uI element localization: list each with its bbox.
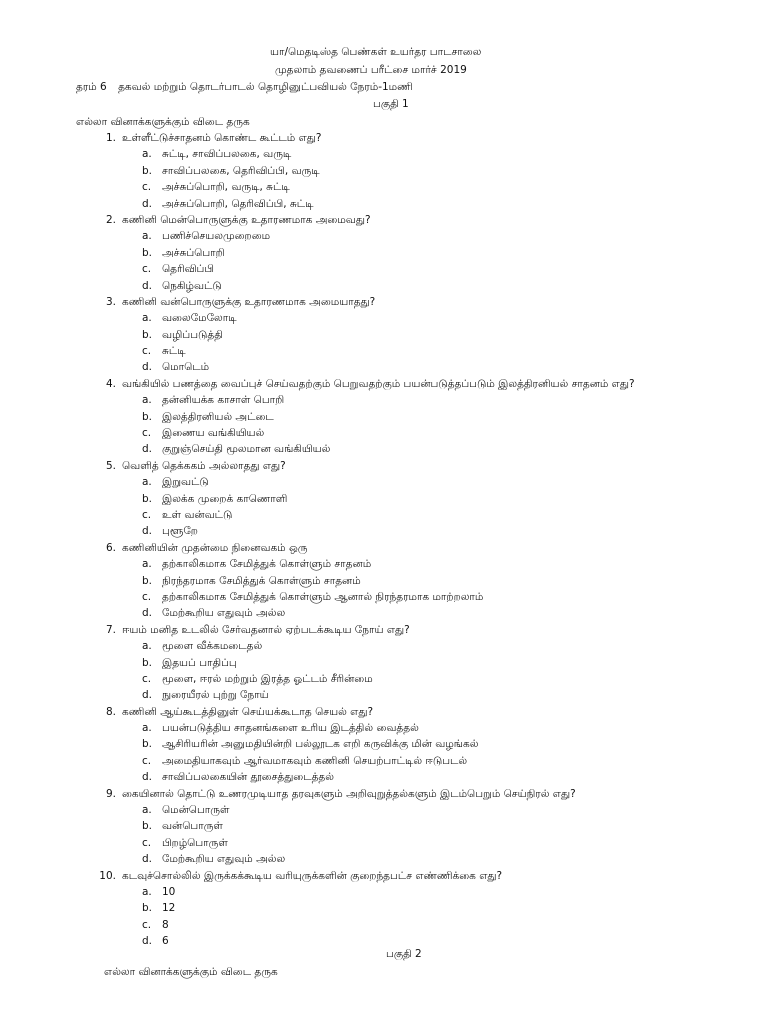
option-text: 12	[162, 902, 176, 915]
option-9-d	[96, 851, 746, 867]
option-9-a	[96, 802, 746, 818]
question-7	[96, 622, 746, 638]
option-text: மென்பொருள்	[162, 804, 230, 817]
question-9	[96, 786, 746, 802]
option-text: குறுஞ்செய்தி மூலமான வங்கியியல்	[162, 443, 331, 456]
option-9-c	[96, 835, 746, 851]
question-2	[96, 212, 746, 228]
option-letter: c.	[142, 508, 152, 521]
part-2-instruction: எல்லா வினாக்களுக்கும் விடை தருக	[104, 966, 278, 978]
option-text: நெகிழ்வட்டு	[162, 279, 222, 292]
grade-subject-row	[76, 79, 413, 95]
part-1-title: பகுதி 1	[373, 98, 409, 110]
option-letter: a.	[142, 722, 152, 735]
option-text: நுரையீரல் புற்று நோய்	[162, 689, 269, 702]
option-letter: c.	[142, 836, 152, 849]
part-1-instruction: எல்லா வினாக்களுக்கும் விடை தருக	[76, 116, 250, 128]
question-number: 10.	[99, 869, 116, 882]
option-letter: c.	[142, 590, 152, 603]
question-text: கணினியின் முதன்மை நினைவகம் ஒரு	[122, 541, 308, 554]
option-text: பணிச்செயலமுறைமை	[162, 230, 271, 243]
question-4	[96, 376, 746, 392]
option-text: பயன்படுத்திய சாதனங்களை உரிய இடத்தில் வைத்தல்	[162, 722, 419, 735]
option-text: தற்காலிகமாக சேமித்துக் கொள்ளும் ஆனால் நிரந்தரமாக மாற்றலாம்	[162, 590, 484, 603]
option-7-c	[96, 671, 746, 687]
question-number: 6.	[105, 541, 116, 554]
question-text: உள்ளீட்டுச்சாதனம் கொண்ட கூட்டம் எது?	[122, 132, 322, 144]
option-letter: b.	[142, 820, 153, 833]
option-text: இணைய வங்கியியல்	[162, 427, 265, 440]
question-text: கணினி ஆய்கூடத்தினுள் செய்யக்கூடாத செயல் எது?	[122, 705, 374, 718]
option-letter: c.	[142, 672, 152, 685]
option-text: சாவிப்பலகை, தெரிவிப்பி, வருடி	[162, 164, 320, 177]
option-6-d	[96, 605, 746, 621]
option-9-b	[96, 818, 746, 834]
option-letter: a.	[142, 885, 152, 898]
option-text: உள் வன்வட்டு	[162, 508, 233, 521]
option-text: வலைமேலோடி	[162, 312, 237, 325]
option-text: மொடெம்	[162, 361, 210, 374]
option-7-b	[96, 655, 746, 671]
option-text: அச்சுப்பொறி, வருடி, சுட்டி	[162, 181, 290, 194]
option-text: தெரிவிப்பி	[162, 263, 214, 276]
option-letter: b.	[142, 410, 153, 423]
option-text: சுட்டி	[162, 345, 186, 358]
option-8-d	[96, 769, 746, 785]
question-number: 3.	[105, 295, 116, 308]
option-letter: c.	[142, 918, 152, 931]
option-letter: d.	[142, 279, 153, 292]
option-10-a	[96, 884, 746, 900]
question-5	[96, 458, 746, 474]
option-text: தற்காலிகமாக சேமித்துக் கொள்ளும் சாதனம்	[162, 558, 372, 571]
option-text: இதயப் பாதிப்பு	[162, 656, 237, 669]
option-text: 8	[162, 918, 169, 931]
option-letter: d.	[142, 935, 153, 948]
question-text: கணினி மென்பொருளுக்கு உதாரணமாக அமைவது?	[122, 213, 371, 226]
question-6	[96, 540, 746, 556]
question-text: கடவுச்சொல்லில் இருக்கக்கூடிய வரியுருக்களின் குறைந்தபட்ச எண்ணிக்கை எது?	[122, 869, 503, 882]
option-letter: c.	[142, 181, 152, 194]
option-letter: c.	[142, 263, 152, 276]
option-text: வன்பொருள்	[162, 820, 223, 833]
option-letter: d.	[142, 197, 153, 210]
part-2-title: பகுதி 2	[386, 948, 422, 960]
option-letter: d.	[142, 607, 153, 620]
option-1-b	[96, 163, 746, 179]
option-letter: d.	[142, 689, 153, 702]
option-3-b	[96, 327, 746, 343]
option-text: அச்சுப்பொறி, தெரிவிப்பி, சுட்டி	[162, 197, 314, 210]
option-1-d	[96, 196, 746, 212]
option-8-a	[96, 720, 746, 736]
option-letter: b.	[142, 574, 153, 587]
school-name: யா/மெதடிஸ்த பெண்கள் உயர்தர பாடசாலை	[270, 46, 482, 58]
question-8	[96, 704, 746, 720]
option-text: மேற்கூறிய எதுவும் அல்ல	[162, 853, 286, 866]
option-letter: b.	[142, 246, 153, 259]
option-2-d	[96, 278, 746, 294]
option-letter: b.	[142, 164, 153, 177]
question-3	[96, 294, 746, 310]
option-text: வழிப்படுத்தி	[162, 328, 223, 341]
option-text: பிறழ்பொருள்	[162, 836, 228, 849]
option-4-c	[96, 425, 746, 441]
option-text: மூளை, ஈரல் மற்றும் இரத்த ஓட்டம் சீரின்மை	[162, 672, 373, 685]
option-4-b	[96, 409, 746, 425]
option-10-c	[96, 917, 746, 933]
question-number: 8.	[105, 705, 116, 718]
question-text: கையினால் தொட்டு உணரமுடியாத தரவுகளும் அறிவுறுத்தல்களும் இடம்பெறும் செய்நிரல் எது?	[122, 787, 576, 800]
option-text: புளூறே	[162, 525, 198, 538]
option-8-b	[96, 736, 746, 752]
option-letter: d.	[142, 443, 153, 456]
question-number: 5.	[105, 459, 116, 472]
option-letter: b.	[142, 902, 153, 915]
option-letter: a.	[142, 148, 152, 161]
option-3-c	[96, 343, 746, 359]
option-text: சுட்டி, சாவிப்பலகை, வருடி	[162, 148, 292, 161]
question-number: 1.	[105, 132, 116, 144]
option-text: அச்சுப்பொறி	[162, 246, 225, 259]
exam-title: முதலாம் தவணைப் பரீட்சை மார்ச் 2019	[275, 64, 467, 76]
option-1-a	[96, 146, 746, 162]
option-letter: d.	[142, 525, 153, 538]
option-letter: a.	[142, 804, 152, 817]
option-letter: c.	[142, 427, 152, 440]
option-4-a	[96, 392, 746, 408]
option-8-c	[96, 753, 746, 769]
option-10-b	[96, 900, 746, 916]
option-letter: a.	[142, 640, 152, 653]
option-text: மூளை வீக்கமடைதல்	[162, 640, 263, 653]
option-5-a	[96, 474, 746, 490]
option-letter: c.	[142, 345, 152, 358]
option-6-b	[96, 573, 746, 589]
option-letter: c.	[142, 754, 152, 767]
question-text: வெளித் தெக்ககம் அல்லாதது எது?	[122, 459, 286, 472]
question-number: 7.	[105, 623, 116, 636]
option-letter: b.	[142, 656, 153, 669]
option-text: சாவிப்பலகையின் தூசைத்துடைத்தல்	[162, 771, 334, 784]
option-6-a	[96, 556, 746, 572]
option-letter: d.	[142, 853, 153, 866]
option-letter: d.	[142, 361, 153, 374]
question-number: 9.	[105, 787, 116, 800]
option-text: 10	[162, 885, 176, 898]
subject-time-label: தகவல் மற்றும் தொடர்பாடல் தொழினுட்பவியல் நேரம்-1மணி	[118, 81, 413, 93]
option-4-d	[96, 441, 746, 457]
question-number: 2.	[105, 213, 116, 226]
option-letter: b.	[142, 492, 153, 505]
option-letter: a.	[142, 312, 152, 325]
option-letter: a.	[142, 394, 152, 407]
option-letter: b.	[142, 328, 153, 341]
option-text: நிரந்தரமாக சேமித்துக் கொள்ளும் சாதனம்	[162, 574, 361, 587]
option-text: இலக்க முறைக் காணொளி	[162, 492, 288, 505]
option-letter: a.	[142, 476, 152, 489]
option-text: ஆசிரியரின் அனுமதியின்றி பல்லூடக எறி கருவிக்கு மின் வழங்கல்	[162, 738, 479, 751]
option-letter: a.	[142, 230, 152, 243]
option-letter: b.	[142, 738, 153, 751]
option-letter: d.	[142, 771, 153, 784]
question-1	[96, 130, 746, 146]
question-10	[96, 868, 746, 884]
option-text: இறுவட்டு	[162, 476, 209, 489]
option-letter: a.	[142, 558, 152, 571]
question-text: கணினி வன்பொருளுக்கு உதாரணமாக அமையாதது?	[122, 295, 376, 308]
option-text: 6	[162, 935, 169, 948]
question-text: ஈயம் மனித உடலில் சேர்வதனால் ஏற்படக்கூடிய நோய் எது?	[122, 623, 410, 636]
option-text: மேற்கூறிய எதுவும் அல்ல	[162, 607, 286, 620]
option-3-a	[96, 310, 746, 326]
option-2-a	[96, 228, 746, 244]
question-list	[96, 130, 746, 950]
option-5-d	[96, 523, 746, 539]
option-5-b	[96, 491, 746, 507]
option-text: அமைதியாகவும் ஆர்வமாகவும் கணினி செயற்பாட்டில் ஈடுபடல்	[162, 754, 468, 767]
option-text: இலத்திரனியல் அட்டை	[162, 410, 274, 423]
question-number: 4.	[105, 377, 116, 390]
option-1-c	[96, 179, 746, 195]
option-7-a	[96, 638, 746, 654]
option-6-c	[96, 589, 746, 605]
grade-label: தரம் 6	[76, 81, 107, 93]
option-2-b	[96, 245, 746, 261]
option-3-d	[96, 359, 746, 375]
question-text: வங்கியில் பணத்தை வைப்புச் செய்வதற்கும் பெறுவதற்கும் பயன்படுத்தப்படும் இலத்திரனியல் சாதனம் எது?	[122, 377, 635, 390]
option-text: தன்னியக்க காசாள் பொறி	[162, 394, 285, 407]
option-5-c	[96, 507, 746, 523]
option-7-d	[96, 687, 746, 703]
option-2-c	[96, 261, 746, 277]
